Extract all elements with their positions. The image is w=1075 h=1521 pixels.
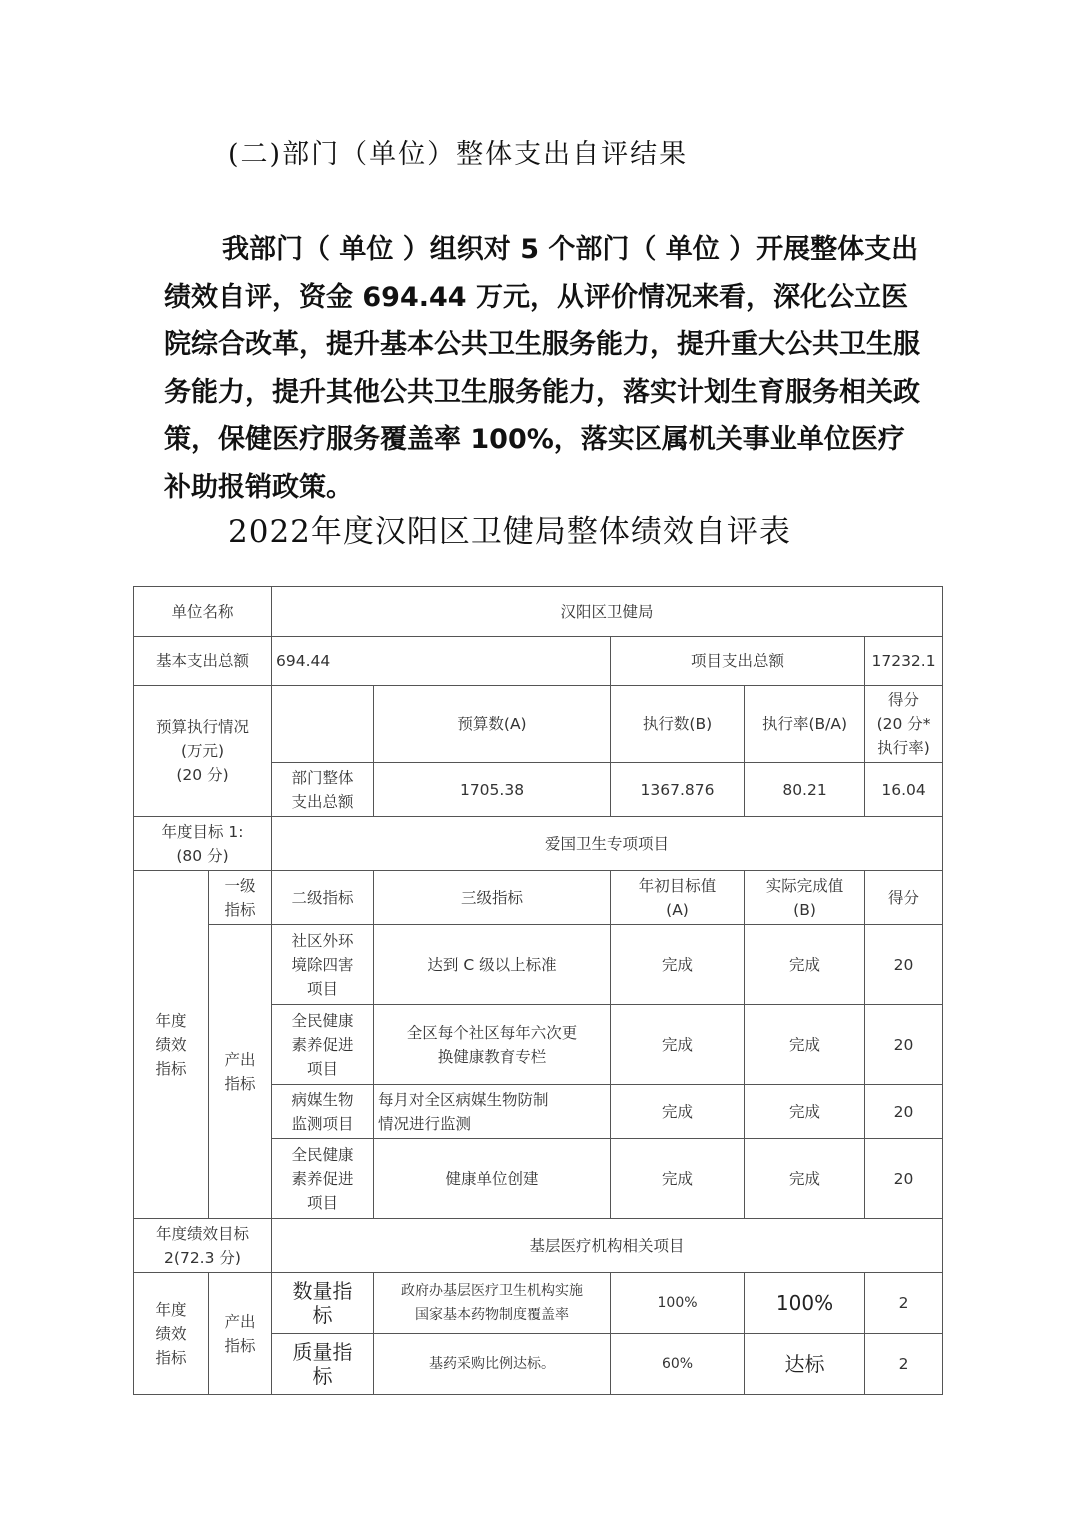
level2-cell: 数量指 标 bbox=[272, 1273, 374, 1334]
level3-cell: 政府办基层医疗卫生机构实施 国家基本药物制度覆盖率 bbox=[374, 1273, 611, 1334]
budget-header-score: 得分 (20 分*执行率) bbox=[865, 686, 943, 763]
actual-cell: 完成 bbox=[745, 1085, 865, 1139]
level3-cell: 达到 C 级以上标准 bbox=[374, 925, 611, 1005]
unit-name-row bbox=[134, 587, 943, 637]
score-cell: 2 bbox=[865, 1334, 943, 1395]
level2-cell: 病媒生物 监测项目 bbox=[272, 1085, 374, 1139]
goal1-indicator-row bbox=[134, 925, 943, 1005]
goal1-label: 年度目标 1: (80 分) bbox=[134, 817, 272, 871]
budget-row-score: 16.04 bbox=[865, 763, 943, 817]
header-level3: 三级指标 bbox=[374, 871, 611, 925]
budget-header-row bbox=[134, 686, 943, 763]
level2-cell: 全民健康 素养促进 项目 bbox=[272, 1005, 374, 1085]
output-indicator-label-2: 产出 指标 bbox=[209, 1273, 272, 1395]
expense-row bbox=[134, 637, 943, 686]
header-actual: 实际完成值 (B) bbox=[745, 871, 865, 925]
target-cell: 100% bbox=[611, 1273, 745, 1334]
budget-header-budget: 预算数(A) bbox=[374, 686, 611, 763]
level3-cell: 基药采购比例达标。 bbox=[374, 1334, 611, 1395]
level2-cell: 全民健康 素养促进 项目 bbox=[272, 1139, 374, 1219]
actual-cell: 完成 bbox=[745, 925, 865, 1005]
summary-paragraph bbox=[164, 226, 924, 511]
annual-indicator-label-2: 年度 绩效 指标 bbox=[134, 1273, 209, 1395]
budget-row-rate: 80.21 bbox=[745, 763, 865, 817]
actual-cell: 完成 bbox=[745, 1005, 865, 1085]
score-cell: 2 bbox=[865, 1273, 943, 1334]
project-expense-label: 项目支出总额 bbox=[611, 637, 865, 686]
target-cell: 完成 bbox=[611, 1085, 745, 1139]
score-cell: 20 bbox=[865, 1005, 943, 1085]
score-cell: 20 bbox=[865, 925, 943, 1005]
goal1-row bbox=[134, 817, 943, 871]
goal2-value: 基层医疗机构相关项目 bbox=[272, 1219, 943, 1273]
unit-name-label: 单位名称 bbox=[134, 587, 272, 637]
level3-cell: 每月对全区病媒生物防制 情况进行监测 bbox=[374, 1085, 611, 1139]
goal2-label: 年度绩效目标 2(72.3 分) bbox=[134, 1219, 272, 1273]
target-cell: 完成 bbox=[611, 1005, 745, 1085]
score-cell: 20 bbox=[865, 1139, 943, 1219]
actual-cell: 完成 bbox=[745, 1139, 865, 1219]
header-score: 得分 bbox=[865, 871, 943, 925]
header-target: 年初目标值 (A) bbox=[611, 871, 745, 925]
project-expense-value: 17232.1 bbox=[865, 637, 943, 686]
level2-cell: 质量指 标 bbox=[272, 1334, 374, 1395]
budget-row-executed: 1367.876 bbox=[611, 763, 745, 817]
target-cell: 完成 bbox=[611, 1139, 745, 1219]
actual-cell: 达标 bbox=[745, 1334, 865, 1395]
header-level1: 一级 指标 bbox=[209, 871, 272, 925]
budget-header-executed: 执行数(B) bbox=[611, 686, 745, 763]
section-heading: (二)部门（单位）整体支出自评结果 bbox=[228, 139, 689, 170]
budget-header-blank bbox=[272, 686, 374, 763]
header-level2: 二级指标 bbox=[272, 871, 374, 925]
level3-cell: 健康单位创建 bbox=[374, 1139, 611, 1219]
table-title: 2022年度汉阳区卫健局整体绩效自评表 bbox=[228, 514, 791, 550]
indicator-header-row bbox=[134, 871, 943, 925]
target-cell: 完成 bbox=[611, 925, 745, 1005]
unit-name-value: 汉阳区卫健局 bbox=[272, 587, 943, 637]
output-indicator-label: 产出 指标 bbox=[209, 925, 272, 1219]
annual-indicator-label: 年度 绩效 指标 bbox=[134, 871, 209, 1219]
evaluation-table bbox=[133, 586, 943, 1395]
goal1-value: 爱国卫生专项项目 bbox=[272, 817, 943, 871]
budget-label: 预算执行情况 (万元) (20 分) bbox=[134, 686, 272, 817]
score-cell: 20 bbox=[865, 1085, 943, 1139]
target-cell: 60% bbox=[611, 1334, 745, 1395]
basic-expense-value: 694.44 bbox=[272, 637, 611, 686]
actual-cell: 100% bbox=[745, 1273, 865, 1334]
budget-header-rate: 执行率(B/A) bbox=[745, 686, 865, 763]
budget-row-budget: 1705.38 bbox=[374, 763, 611, 817]
level3-cell: 全区每个社区每年六次更 换健康教育专栏 bbox=[374, 1005, 611, 1085]
basic-expense-label: 基本支出总额 bbox=[134, 637, 272, 686]
level2-cell: 社区外环 境除四害 项目 bbox=[272, 925, 374, 1005]
goal2-row bbox=[134, 1219, 943, 1273]
summary-text: 我部门（ 单位 ）组织对 5 个部门（ 单位 ）开展整体支出绩效自评，资金 694.44 万元，从评价情况来看，深化公立医院综合改革，提升基本公共卫生服务能力，提升重大公共卫生服务能力，提升其他公共卫生服务能力，落实计划生育服务相关政策，保健医疗服务覆盖率 100%，落实区属机关事业单位医疗补助报销政策。 bbox=[164, 234, 920, 503]
budget-row-label: 部门整体 支出总额 bbox=[272, 763, 374, 817]
goal2-indicator-row bbox=[134, 1273, 943, 1334]
